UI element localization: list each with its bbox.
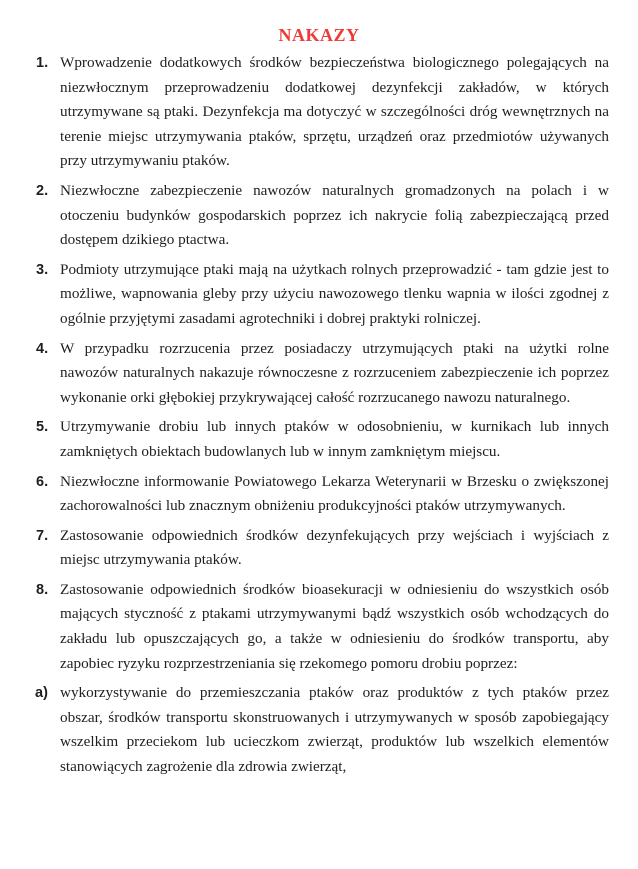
- document-title: NAKAZY: [278, 25, 360, 45]
- list-item-3: [0, 258, 638, 332]
- list-item-4: [0, 337, 638, 411]
- item-number: 5.: [36, 419, 49, 436]
- item-text: Wprowadzenie dodatkowych środków bezpieczeństwa biologicznego polegających na niezwłocznym przeprowadzeniu dodatkowej dezynfekcji zakładów, w których utrzymywane są ptaki. Dezynfekcja ma dotyczyć w szczególności dróg wewnętrznych na terenie miejsc utrzymywania ptaków, sprzętu, urządzeń oraz przedmiotów używanych przy utrzymywaniu ptaków.: [60, 54, 609, 170]
- list-item-5: [0, 415, 638, 464]
- list-subitem-a: [0, 681, 638, 779]
- list-item-8: [0, 578, 638, 676]
- item-number: 4.: [36, 340, 49, 357]
- item-letter: a): [35, 685, 48, 702]
- list-item-1: [0, 51, 638, 174]
- item-text: Podmioty utrzymujące ptaki mają na użytkach rolnych przeprowadzić - tam gdzie jest to możliwe, wapnowania gleby przy użyciu nawozowego tlenku wapnia w ilości zgodnej z ogólnie przyjętymi zasadami agrotechniki i dobrej praktyki rolniczej.: [60, 260, 609, 327]
- item-text: wykorzystywanie do przemieszczania ptaków oraz produktów z tych ptaków przez obszar, środków transportu skonstruowanych i utrzymywanych w sposób zapobiegający wszelkim przeciekom lub ucieczkom zwierząt, produktów lub wszelkich elementów stanowiących zagrożenie dla zdrowia zwierząt,: [60, 684, 609, 776]
- item-text: Utrzymywanie drobiu lub innych ptaków w odosobnieniu, w kurnikach lub innych zamkniętych obiektach budowlanych lub w innym zamkniętym miejscu.: [60, 418, 609, 460]
- list-item-2: [0, 179, 638, 253]
- item-number: 8.: [36, 581, 49, 598]
- orders-list: [0, 51, 638, 780]
- item-number: 6.: [36, 473, 49, 490]
- item-number: 2.: [36, 182, 49, 199]
- item-text: W przypadku rozrzucenia przez posiadaczy utrzymujących ptaki na użytki rolne nawozów naturalnych nakazuje równoczesne z rozrzuceniem zabezpieczenie ich poprzez wykonanie orki głębokiej przykrywającej całość rozrzucanego nawozu naturalnego.: [60, 339, 609, 406]
- item-text: Zastosowanie odpowiednich środków dezynfekujących przy wejściach i wyjściach z miejsc utrzymywania ptaków.: [60, 526, 609, 569]
- item-number: 7.: [36, 527, 49, 544]
- item-text: Niezwłoczne informowanie Powiatowego Lekarza Weterynarii w Brzesku o zwiększonej zachorowalności lub znacznym obniżeniu produkcyjności ptaków utrzymywanych.: [60, 472, 609, 515]
- item-text: Zastosowanie odpowiednich środków bioasekuracji w odniesieniu do wszystkich osób mających styczność z ptakami utrzymywanymi bądź wszystkich osób wchodzących do zakładu lub opuszczających go, a także w odniesieniu do środków transportu, aby zapobiec ryzyku rozprzestrzeniania się rzekomego pomoru drobiu poprzez:: [60, 580, 609, 672]
- item-text: Niezwłoczne zabezpieczenie nawozów naturalnych gromadzonych na polach i w otoczeniu budynków gospodarskich poprzez ich nakrycie folią zabezpieczającą przed dostępem dzikiego ptactwa.: [60, 181, 609, 249]
- item-number: 1.: [36, 55, 49, 71]
- list-item-6: [0, 470, 638, 519]
- item-number: 3.: [36, 261, 49, 278]
- list-item-7: [0, 524, 638, 573]
